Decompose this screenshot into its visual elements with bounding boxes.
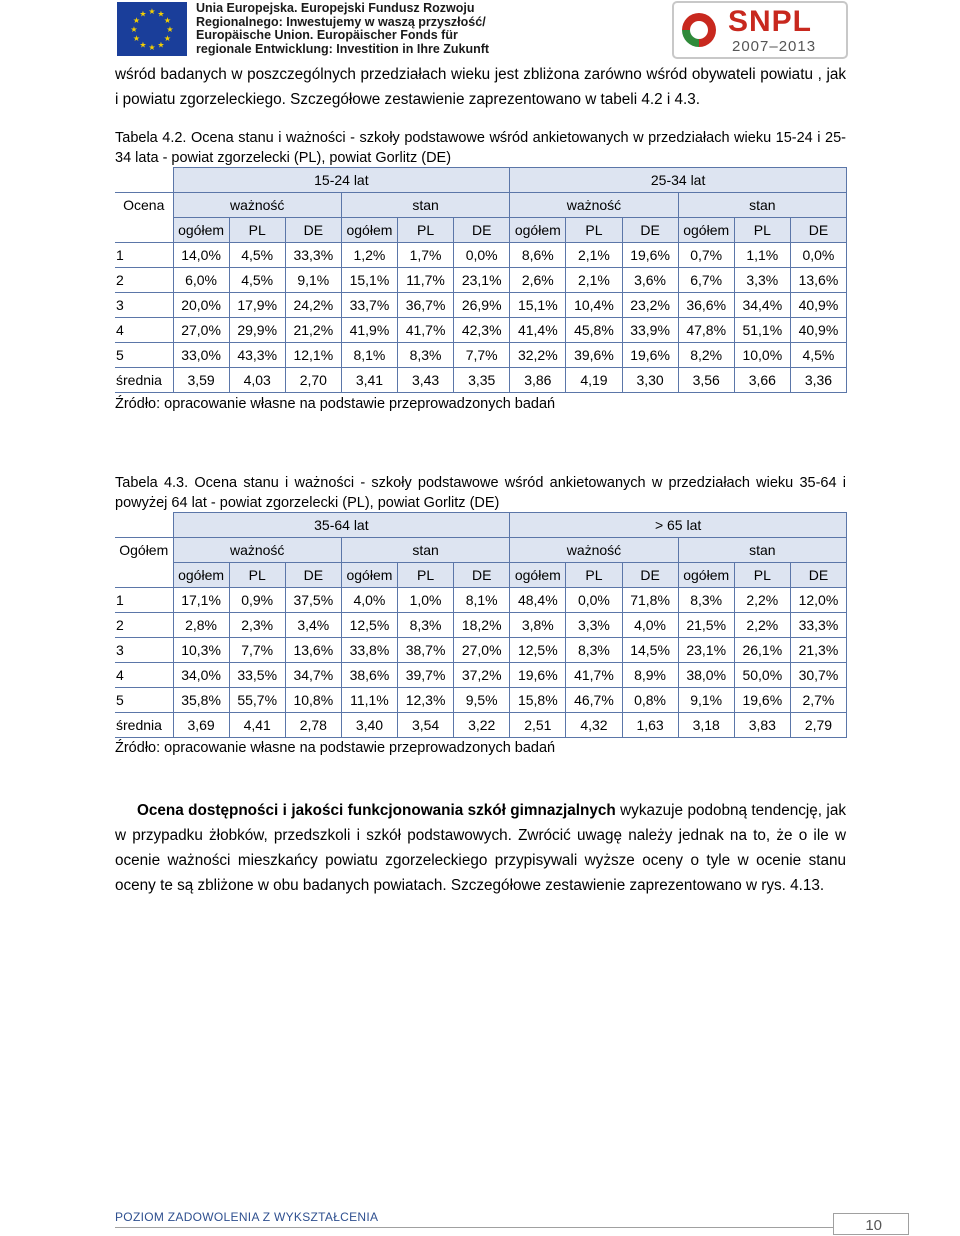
row-label: 4 <box>115 663 173 688</box>
row-label: 5 <box>115 343 173 368</box>
table1-caption: Tabela 4.2. Ocena stanu i ważności - szkoły podstawowe wśród ankietowanych w przedziałach wieku 15-24 i 25-34 lata - powiat zgorzelecki (PL), powiat Gorlitz (DE) <box>115 130 846 166</box>
table-cell: 2,1% <box>566 268 622 293</box>
subgroup-header: ważność <box>173 193 341 218</box>
snpl-logo <box>672 1 848 59</box>
table-cell: 14,5% <box>622 638 678 663</box>
table-cell: 17,9% <box>229 293 285 318</box>
row-label: 5 <box>115 688 173 713</box>
table-cell: 2,7% <box>790 688 846 713</box>
table-cell: 12,5% <box>510 638 566 663</box>
table-corner <box>115 513 173 538</box>
row-label-header: Ocena <box>115 193 173 218</box>
table-cell: 12,0% <box>790 588 846 613</box>
table-cell: 36,7% <box>398 293 454 318</box>
table-row <box>115 638 847 663</box>
table-cell: 1,0% <box>398 588 454 613</box>
table-cell: 2,6% <box>510 268 566 293</box>
table-cell: 12,1% <box>285 343 341 368</box>
table-corner <box>115 168 173 193</box>
column-header-row <box>115 563 847 588</box>
column-header: PL <box>229 563 285 588</box>
table-cell: 3,3% <box>566 613 622 638</box>
svg-text:★: ★ <box>132 16 141 25</box>
subgroup-header: stan <box>678 538 846 563</box>
row-label: 2 <box>115 613 173 638</box>
row-label: 1 <box>115 588 173 613</box>
table-cell: 43,3% <box>229 343 285 368</box>
subgroup-header: stan <box>678 193 846 218</box>
table-cell: 4,5% <box>229 243 285 268</box>
table-cell: 14,0% <box>173 243 229 268</box>
table-cell: 3,6% <box>622 268 678 293</box>
svg-text:★: ★ <box>132 34 141 43</box>
table-cell: 9,5% <box>454 688 510 713</box>
table-cell: 47,8% <box>678 318 734 343</box>
row-label: średnia <box>115 713 173 738</box>
table-cell: 8,3% <box>398 343 454 368</box>
table-cell: 10,4% <box>566 293 622 318</box>
row-label: 3 <box>115 638 173 663</box>
table-row <box>115 713 847 738</box>
table-cell: 38,0% <box>678 663 734 688</box>
svg-text:★: ★ <box>166 25 174 34</box>
table-cell: 26,1% <box>734 638 790 663</box>
subgroup-header: ważność <box>510 538 678 563</box>
table-row <box>115 293 847 318</box>
column-header: DE <box>285 563 341 588</box>
table-cell: 9,1% <box>678 688 734 713</box>
svg-text:★: ★ <box>157 9 165 19</box>
table-cell: 29,9% <box>229 318 285 343</box>
table-cell: 3,22 <box>454 713 510 738</box>
table-cell: 0,0% <box>790 243 846 268</box>
table-cell: 3,18 <box>678 713 734 738</box>
table-cell: 41,7% <box>566 663 622 688</box>
table-cell: 8,3% <box>566 638 622 663</box>
table-cell: 3,54 <box>398 713 454 738</box>
table-cell: 4,5% <box>790 343 846 368</box>
table-cell: 38,6% <box>341 663 397 688</box>
table-cell: 41,4% <box>510 318 566 343</box>
group-header: > 65 lat <box>510 513 847 538</box>
table-cell: 48,4% <box>510 588 566 613</box>
svg-text:★: ★ <box>139 9 147 19</box>
table-cell: 19,6% <box>622 343 678 368</box>
snpl-mark-icon <box>678 6 720 54</box>
table-corner <box>115 218 173 243</box>
table2 <box>115 512 847 738</box>
column-header: DE <box>790 218 846 243</box>
table-cell: 3,43 <box>398 368 454 393</box>
table-cell: 21,2% <box>285 318 341 343</box>
table-cell: 39,7% <box>398 663 454 688</box>
table-cell: 33,3% <box>285 243 341 268</box>
row-label: średnia <box>115 368 173 393</box>
svg-text:★: ★ <box>163 16 172 25</box>
column-header: PL <box>398 218 454 243</box>
table-cell: 2,78 <box>285 713 341 738</box>
subgroup-header: ważność <box>173 538 341 563</box>
table-cell: 3,86 <box>510 368 566 393</box>
subgroup-header: ważność <box>510 193 678 218</box>
table-cell: 17,1% <box>173 588 229 613</box>
table-cell: 27,0% <box>454 638 510 663</box>
table-row <box>115 368 847 393</box>
table-cell: 27,0% <box>173 318 229 343</box>
table1-source: Źródło: opracowanie własne na podstawie przeprowadzonych badań <box>115 396 556 412</box>
table-cell: 15,1% <box>341 268 397 293</box>
column-header: DE <box>790 563 846 588</box>
snpl-name: SNPL <box>728 5 813 38</box>
table-cell: 1,2% <box>341 243 397 268</box>
table-cell: 37,2% <box>454 663 510 688</box>
table-cell: 23,1% <box>678 638 734 663</box>
table-cell: 33,3% <box>790 613 846 638</box>
table-cell: 4,0% <box>622 613 678 638</box>
table-cell: 3,83 <box>734 713 790 738</box>
table-cell: 3,4% <box>285 613 341 638</box>
column-header: ogółem <box>341 563 397 588</box>
table-cell: 2,70 <box>285 368 341 393</box>
row-label: 3 <box>115 293 173 318</box>
table-cell: 40,9% <box>790 293 846 318</box>
column-header: PL <box>734 563 790 588</box>
table-cell: 10,3% <box>173 638 229 663</box>
table-cell: 3,56 <box>678 368 734 393</box>
table-corner <box>115 563 173 588</box>
subgroup-header: stan <box>341 193 509 218</box>
table-cell: 24,2% <box>285 293 341 318</box>
table-cell: 8,9% <box>622 663 678 688</box>
page-number: 10 <box>865 1217 882 1234</box>
column-header: ogółem <box>678 563 734 588</box>
table-cell: 1,1% <box>734 243 790 268</box>
table2-source: Źródło: opracowanie własne na podstawie przeprowadzonych badań <box>115 740 556 756</box>
table-cell: 34,7% <box>285 663 341 688</box>
table-cell: 71,8% <box>622 588 678 613</box>
table-cell: 7,7% <box>454 343 510 368</box>
table-cell: 3,30 <box>622 368 678 393</box>
table-cell: 33,9% <box>622 318 678 343</box>
table-row <box>115 613 847 638</box>
eu-flag-logo <box>117 2 187 56</box>
table-cell: 2,51 <box>510 713 566 738</box>
table2-caption: Tabela 4.3. Ocena stanu i ważności - szkoły podstawowe wśród ankietowanych w przedziałach wieku 35-64 i powyżej 64 lat - powiat zgorzelecki (PL), powiat Gorlitz (DE) <box>115 475 846 511</box>
table-cell: 23,2% <box>622 293 678 318</box>
table-row <box>115 343 847 368</box>
table-cell: 1,63 <box>622 713 678 738</box>
footer-title: POZIOM ZADOWOLENIA Z WYKSZTAŁCENIA <box>115 1210 379 1224</box>
closing-paragraph <box>115 798 846 898</box>
table-cell: 2,3% <box>229 613 285 638</box>
row-label: 1 <box>115 243 173 268</box>
table-cell: 4,03 <box>229 368 285 393</box>
svg-text:★: ★ <box>148 7 156 16</box>
table-cell: 2,2% <box>734 613 790 638</box>
table-cell: 18,2% <box>454 613 510 638</box>
table-cell: 3,40 <box>341 713 397 738</box>
table-row <box>115 663 847 688</box>
table-cell: 4,0% <box>341 588 397 613</box>
table-cell: 4,5% <box>229 268 285 293</box>
table-cell: 2,1% <box>566 243 622 268</box>
table-cell: 0,9% <box>229 588 285 613</box>
footer-divider <box>115 1227 833 1228</box>
column-header: PL <box>566 218 622 243</box>
group-header: 35-64 lat <box>173 513 510 538</box>
table-cell: 50,0% <box>734 663 790 688</box>
group-header: 15-24 lat <box>173 168 510 193</box>
table-cell: 19,6% <box>622 243 678 268</box>
table-cell: 0,0% <box>566 588 622 613</box>
table-row <box>115 688 847 713</box>
table1 <box>115 167 847 393</box>
table-cell: 55,7% <box>229 688 285 713</box>
svg-text:★: ★ <box>130 25 138 34</box>
svg-text:★: ★ <box>139 40 147 50</box>
table-cell: 34,0% <box>173 663 229 688</box>
table-cell: 3,35 <box>454 368 510 393</box>
table-cell: 6,0% <box>173 268 229 293</box>
table-cell: 7,7% <box>229 638 285 663</box>
table-cell: 8,6% <box>510 243 566 268</box>
column-header: ogółem <box>678 218 734 243</box>
table-cell: 19,6% <box>510 663 566 688</box>
table-row <box>115 318 847 343</box>
table-cell: 2,2% <box>734 588 790 613</box>
intro-paragraph: wśród badanych w poszczególnych przedziałach wieku jest zbliżona zarówno wśród obywateli powiatu , jak i powiatu zgorzeleckiego. Szczegółowe zestawienie zaprezentowano w tabeli 4.2 i 4.3. <box>115 66 846 108</box>
eu-line: Regionalnego: Inwestujemy w waszą przyszłość/ <box>196 14 486 29</box>
table-cell: 4,19 <box>566 368 622 393</box>
row-label-header: Ogółem <box>115 538 173 563</box>
table-cell: 39,6% <box>566 343 622 368</box>
table-cell: 10,0% <box>734 343 790 368</box>
table-cell: 15,8% <box>510 688 566 713</box>
column-header: DE <box>285 218 341 243</box>
column-header: DE <box>454 218 510 243</box>
table-cell: 36,6% <box>678 293 734 318</box>
column-header: PL <box>398 563 454 588</box>
eu-line: Europäische Union. Europäischer Fonds für <box>196 28 458 43</box>
table-cell: 33,5% <box>229 663 285 688</box>
column-header: DE <box>622 218 678 243</box>
table-row <box>115 588 847 613</box>
table-cell: 34,4% <box>734 293 790 318</box>
table-cell: 20,0% <box>173 293 229 318</box>
table-cell: 0,7% <box>678 243 734 268</box>
table-cell: 45,8% <box>566 318 622 343</box>
page-header <box>0 0 960 62</box>
table-cell: 13,6% <box>285 638 341 663</box>
table-row <box>115 268 847 293</box>
table-cell: 3,59 <box>173 368 229 393</box>
table-cell: 9,1% <box>285 268 341 293</box>
table-cell: 0,0% <box>454 243 510 268</box>
table-cell: 0,8% <box>622 688 678 713</box>
column-header: ogółem <box>510 218 566 243</box>
table-cell: 11,1% <box>341 688 397 713</box>
table-cell: 3,41 <box>341 368 397 393</box>
svg-text:★: ★ <box>148 43 156 52</box>
table-cell: 15,1% <box>510 293 566 318</box>
table-cell: 8,2% <box>678 343 734 368</box>
column-header: PL <box>566 563 622 588</box>
svg-text:★: ★ <box>157 40 165 50</box>
eu-line: regionale Entwicklung: Investition in Ihre Zukunft <box>196 41 490 56</box>
table-cell: 26,9% <box>454 293 510 318</box>
column-header: PL <box>229 218 285 243</box>
column-header: ogółem <box>341 218 397 243</box>
eu-funding-text <box>196 2 489 56</box>
table-cell: 11,7% <box>398 268 454 293</box>
column-header: DE <box>622 563 678 588</box>
column-header: PL <box>734 218 790 243</box>
table-row <box>115 243 847 268</box>
table-cell: 3,66 <box>734 368 790 393</box>
table-cell: 8,1% <box>341 343 397 368</box>
column-header-row <box>115 218 847 243</box>
svg-text:★: ★ <box>163 34 172 43</box>
table-cell: 41,9% <box>341 318 397 343</box>
table-cell: 8,1% <box>454 588 510 613</box>
column-header: ogółem <box>510 563 566 588</box>
table-cell: 3,69 <box>173 713 229 738</box>
table-cell: 33,7% <box>341 293 397 318</box>
table-cell: 12,5% <box>341 613 397 638</box>
table-cell: 32,2% <box>510 343 566 368</box>
table-cell: 21,5% <box>678 613 734 638</box>
table-cell: 3,3% <box>734 268 790 293</box>
closing-bold-text: Ocena dostępności i jakości funkcjonowania szkół gimnazjalnych <box>137 802 616 819</box>
table-cell: 1,7% <box>398 243 454 268</box>
table-cell: 30,7% <box>790 663 846 688</box>
eu-stars-icon <box>117 2 187 56</box>
table-cell: 37,5% <box>285 588 341 613</box>
table-cell: 2,8% <box>173 613 229 638</box>
row-label: 2 <box>115 268 173 293</box>
table-cell: 8,3% <box>678 588 734 613</box>
snpl-years: 2007–2013 <box>732 38 817 55</box>
table-cell: 41,7% <box>398 318 454 343</box>
column-header: ogółem <box>173 218 229 243</box>
group-header: 25-34 lat <box>510 168 847 193</box>
table-cell: 42,3% <box>454 318 510 343</box>
page-number-box <box>833 1213 909 1235</box>
table-cell: 4,41 <box>229 713 285 738</box>
eu-line: Unia Europejska. Europejski Fundusz Rozwoju <box>196 1 475 15</box>
table-cell: 35,8% <box>173 688 229 713</box>
table-cell: 33,0% <box>173 343 229 368</box>
column-header: DE <box>454 563 510 588</box>
table-cell: 10,8% <box>285 688 341 713</box>
row-label: 4 <box>115 318 173 343</box>
table-cell: 46,7% <box>566 688 622 713</box>
subgroup-header: stan <box>341 538 509 563</box>
table-cell: 19,6% <box>734 688 790 713</box>
table-cell: 21,3% <box>790 638 846 663</box>
table-cell: 23,1% <box>454 268 510 293</box>
table-cell: 4,32 <box>566 713 622 738</box>
table-cell: 12,3% <box>398 688 454 713</box>
table-cell: 3,36 <box>790 368 846 393</box>
closing-text: wykazuje podobną tendencję, jak w przypadku żłobków, przedszkoli i szkół podstawowych. Zwrócić uwagę należy jednak na to, że o ile w ocenie ważności mieszkańcy powiatu zgorzeleckiego przypisywali wyższe oceny o tyle w ocenie stanu oceny te są zbliżone w obu badanych powiatach. Szczegółowe zestawienie zaprezentowano w rys. 4.13. <box>115 802 846 894</box>
table-cell: 2,79 <box>790 713 846 738</box>
column-header: ogółem <box>173 563 229 588</box>
table-cell: 6,7% <box>678 268 734 293</box>
table-cell: 8,3% <box>398 613 454 638</box>
table-cell: 38,7% <box>398 638 454 663</box>
table-cell: 3,8% <box>510 613 566 638</box>
table-cell: 40,9% <box>790 318 846 343</box>
table-cell: 51,1% <box>734 318 790 343</box>
table-cell: 13,6% <box>790 268 846 293</box>
table-cell: 33,8% <box>341 638 397 663</box>
